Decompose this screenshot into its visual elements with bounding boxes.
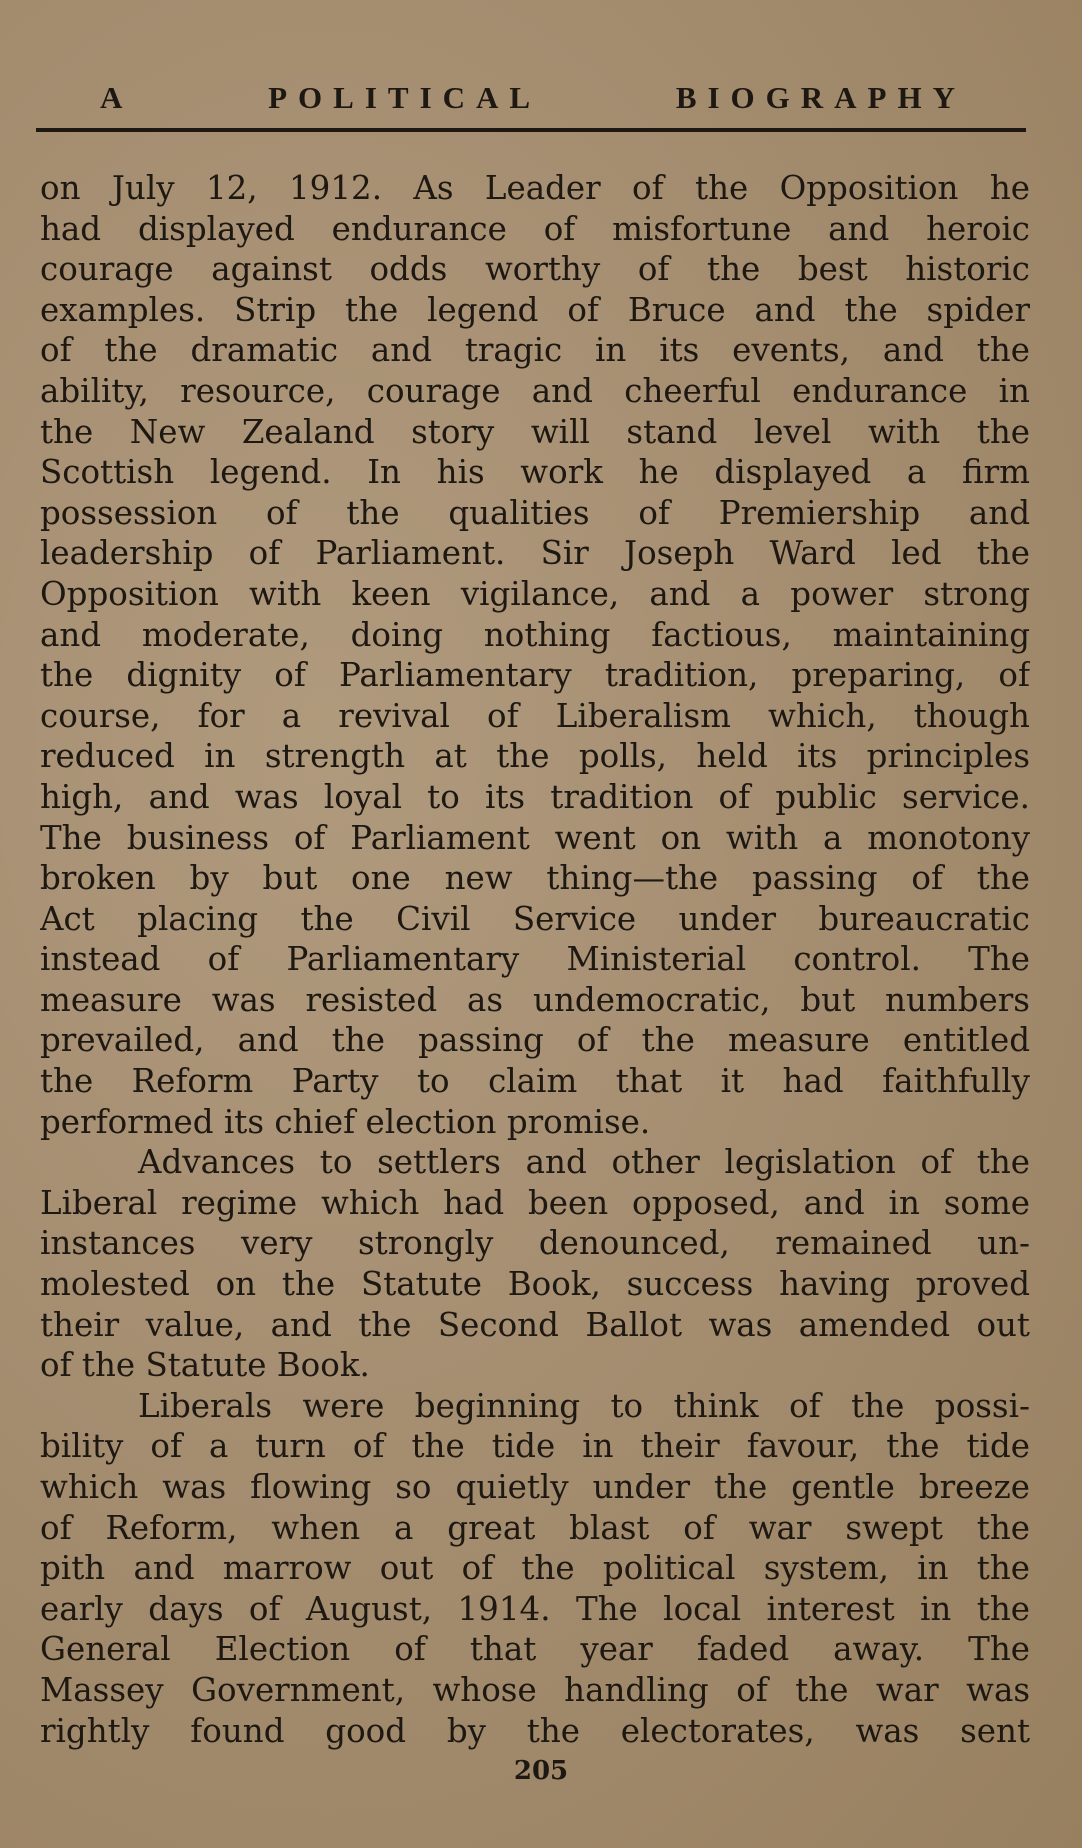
text-line: course, for a revival of Liberalism which, though <box>40 696 1030 735</box>
text-line: Liberal regime which had been opposed, and in some <box>40 1183 1030 1222</box>
text-line: the New Zealand story will stand level with the <box>40 412 1030 451</box>
text-line: of the dramatic and tragic in its events, and the <box>40 331 1030 370</box>
body-text <box>40 168 1030 1751</box>
text-line: Opposition with keen vigilance, and a power strong <box>40 574 1030 613</box>
text-line: bility of a turn of the tide in their favour, the tide <box>40 1427 1030 1466</box>
text-line: General Election of that year faded away. The <box>40 1630 1030 1669</box>
text-line: possession of the qualities of Premiership and <box>40 493 1030 532</box>
header-rule <box>36 128 1026 132</box>
text-line: of Reform, when a great blast of war swept the <box>40 1508 1030 1547</box>
text-line: on July 12, 1912. As Leader of the Opposition he <box>40 169 1030 207</box>
text-line: molested on the Statute Book, success having proved <box>40 1265 1030 1304</box>
text-line: broken by but one new thing—the passing of the <box>40 859 1030 898</box>
text-line: instead of Parliamentary Ministerial control. The <box>40 940 1030 979</box>
text-line: measure was resisted as undemocratic, but numbers <box>40 980 1030 1019</box>
text-line: and moderate, doing nothing factious, maintaining <box>40 615 1030 654</box>
text-line: prevailed, and the passing of the measure entitled <box>40 1021 1030 1060</box>
text-line: Liberals were beginning to think of the possi- <box>138 1386 1030 1425</box>
text-line: the dignity of Parliamentary tradition, preparing, of <box>40 656 1030 695</box>
text-line: ability, resource, courage and cheerful endurance in <box>40 371 1030 410</box>
text-line: The business of Parliament went on with a monotony <box>40 818 1030 857</box>
running-head <box>36 80 1026 116</box>
running-head-word: BIOGRAPHY <box>675 80 966 115</box>
text-line: the Reform Party to claim that it had faithfully <box>40 1062 1030 1101</box>
text-line: pith and marrow out of the political system, in the <box>40 1549 1030 1588</box>
text-line: high, and was loyal to its tradition of public service. <box>40 777 1030 816</box>
text-line: courage against odds worthy of the best historic <box>40 250 1030 289</box>
text-line: leadership of Parliament. Sir Joseph Ward led the <box>40 534 1030 573</box>
text-line: early days of August, 1914. The local interest in the <box>40 1589 1030 1628</box>
running-head-word: POLITICAL <box>268 80 542 115</box>
text-line: examples. Strip the legend of Bruce and the spider <box>40 290 1030 329</box>
running-head-word: A <box>100 80 134 115</box>
text-line: Massey Government, whose handling of the war was <box>40 1670 1030 1709</box>
page-number: 205 <box>513 1756 569 1786</box>
text-line: instances very strongly denounced, remained un- <box>40 1224 1030 1263</box>
text-line: rightly found good by the electorates, was sent <box>40 1711 1030 1750</box>
text-line: Advances to settlers and other legislation of the <box>138 1143 1030 1182</box>
text-line: their value, and the Second Ballot was amended out <box>40 1305 1030 1344</box>
text-line: of the Statute Book. <box>40 1346 370 1385</box>
text-line: Act placing the Civil Service under bureaucratic <box>40 899 1030 938</box>
text-line: had displayed endurance of misfortune and heroic <box>40 209 1030 248</box>
text-line: performed its chief election promise. <box>40 1102 651 1141</box>
text-line: Scottish legend. In his work he displayed a firm <box>40 453 1030 492</box>
text-line: which was flowing so quietly under the gentle breeze <box>40 1468 1030 1506</box>
text-line: reduced in strength at the polls, held its principles <box>40 737 1030 776</box>
